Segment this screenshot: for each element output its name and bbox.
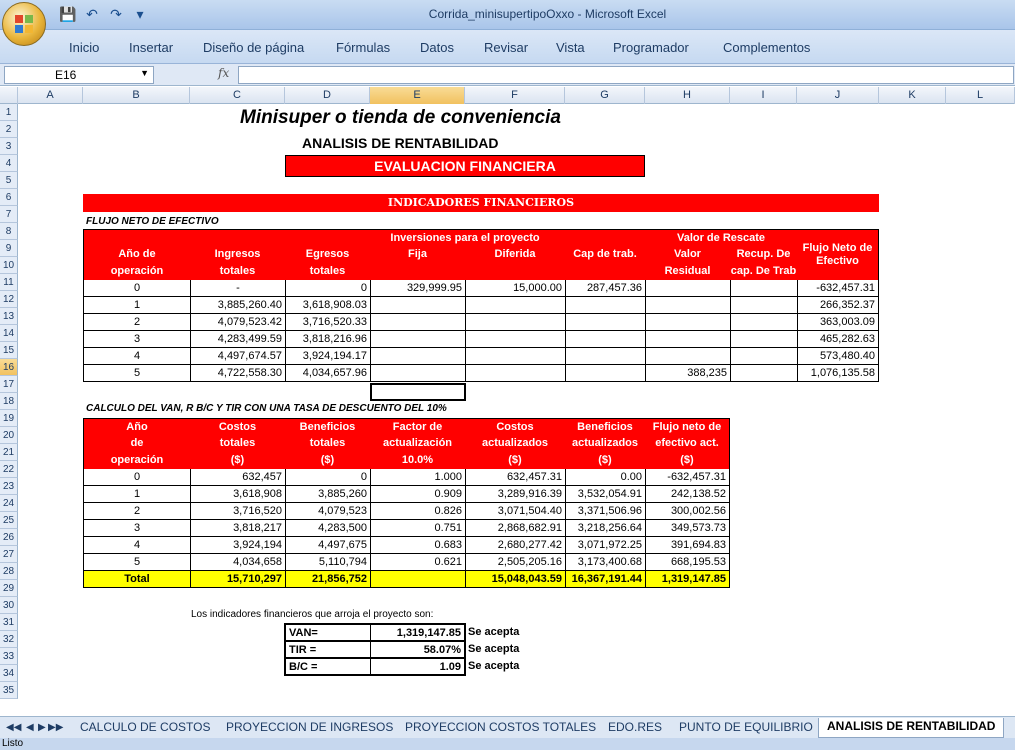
- table-cell[interactable]: 0: [83, 469, 190, 486]
- column-headers: [0, 87, 1015, 104]
- indicadores-banner: INDICADORES FINANCIEROS: [83, 194, 879, 212]
- row-header[interactable]: 11: [0, 274, 18, 291]
- table-cell[interactable]: [730, 280, 797, 297]
- table-cell[interactable]: 1: [83, 486, 190, 503]
- table-cell[interactable]: 0.621: [370, 554, 465, 571]
- table-cell[interactable]: 1: [83, 297, 190, 314]
- header-cell: ($): [565, 452, 645, 469]
- row-header[interactable]: 18: [0, 393, 18, 410]
- table-cell[interactable]: [370, 314, 465, 331]
- sheet-tab[interactable]: PUNTO DE EQUILIBRIO: [679, 720, 813, 734]
- flujo-heading: FLUJO NETO DE EFECTIVO: [86, 216, 219, 227]
- table-cell[interactable]: 4,283,499.59: [190, 331, 285, 348]
- table-cell[interactable]: 3,716,520.33: [285, 314, 370, 331]
- indicator-result: Se acepta: [468, 643, 520, 655]
- header-cell: operación: [83, 263, 190, 280]
- table-cell[interactable]: [465, 297, 565, 314]
- table-cell[interactable]: 1.000: [370, 469, 465, 486]
- header-cell: [370, 263, 465, 280]
- table-cell[interactable]: 465,282.63: [797, 331, 879, 348]
- header-cell: ($): [285, 452, 370, 469]
- table-cell[interactable]: [645, 280, 730, 297]
- header-cell: Ingresos: [190, 246, 285, 263]
- formula-bar: [0, 64, 1015, 86]
- tab-complementos[interactable]: Complementos: [723, 40, 811, 55]
- table-cell[interactable]: 4,283,500: [285, 520, 370, 537]
- row-header[interactable]: 14: [0, 325, 18, 342]
- table-cell[interactable]: 3,716,520: [190, 503, 285, 520]
- row-header[interactable]: 4: [0, 155, 18, 172]
- column-header[interactable]: E: [370, 87, 465, 104]
- table-cell[interactable]: 3,818,217: [190, 520, 285, 537]
- fx-icon[interactable]: fx: [218, 66, 230, 80]
- name-box[interactable]: [4, 66, 154, 84]
- office-button[interactable]: [2, 2, 46, 46]
- status-bar: [0, 738, 1015, 750]
- status-text: Listo: [2, 738, 24, 749]
- table-cell[interactable]: 4,034,657.96: [285, 365, 370, 382]
- header-cell: Beneficios: [565, 418, 645, 435]
- table-cell[interactable]: 266,352.37: [797, 297, 879, 314]
- row-header[interactable]: 8: [0, 223, 18, 240]
- row-header[interactable]: 19: [0, 410, 18, 427]
- table-cell[interactable]: 3,071,972.25: [565, 537, 645, 554]
- indicator-label: TIR =: [285, 641, 370, 658]
- table-cell[interactable]: 3,532,054.91: [565, 486, 645, 503]
- row-header[interactable]: 32: [0, 631, 18, 648]
- selected-cell[interactable]: [370, 383, 466, 401]
- indicator-value[interactable]: 58.07%: [370, 641, 465, 658]
- table-cell[interactable]: 4,079,523: [285, 503, 370, 520]
- table-cell[interactable]: [465, 314, 565, 331]
- table-cell[interactable]: [730, 348, 797, 365]
- row-header[interactable]: 21: [0, 444, 18, 461]
- column-header[interactable]: H: [645, 87, 730, 104]
- ribbon-tabs: [0, 30, 1015, 64]
- header-cell: [565, 263, 645, 280]
- table-cell[interactable]: 300,002.56: [645, 503, 730, 520]
- table-cell[interactable]: 1,076,135.58: [797, 365, 879, 382]
- sheet-tab-bar: [0, 716, 1015, 738]
- table-cell[interactable]: [730, 331, 797, 348]
- indicator-result: Se acepta: [468, 626, 520, 638]
- tab-insertar[interactable]: Insertar: [129, 40, 174, 55]
- table-cell[interactable]: [370, 331, 465, 348]
- table-cell[interactable]: 3,618,908: [190, 486, 285, 503]
- tab-formulas[interactable]: Fórmulas: [336, 40, 391, 55]
- header-cell: Año: [83, 418, 190, 435]
- save-icon[interactable]: 💾: [59, 5, 77, 22]
- header-cell: Recup. De: [730, 246, 797, 263]
- table-cell[interactable]: 329,999.95: [370, 280, 465, 297]
- table-cell[interactable]: 3,173,400.68: [565, 554, 645, 571]
- sheet-tab[interactable]: PROYECCION DE INGRESOS: [226, 720, 394, 734]
- header-cell: ($): [645, 452, 730, 469]
- row-header[interactable]: 7: [0, 206, 18, 223]
- table-cell[interactable]: 3,218,256.64: [565, 520, 645, 537]
- row-header[interactable]: 12: [0, 291, 18, 308]
- header-cell: actualizados: [465, 435, 565, 452]
- column-header[interactable]: B: [83, 87, 190, 104]
- select-all-corner[interactable]: [0, 87, 18, 104]
- row-header[interactable]: 24: [0, 495, 18, 512]
- table-cell[interactable]: 3,924,194.17: [285, 348, 370, 365]
- table-cell[interactable]: 0: [285, 469, 370, 486]
- sheet-tab[interactable]: CALCULO DE COSTOS: [80, 720, 211, 734]
- row-header[interactable]: 20: [0, 427, 18, 444]
- table-cell[interactable]: 632,457.31: [465, 469, 565, 486]
- header-cell: totales: [190, 263, 285, 280]
- row-header[interactable]: 17: [0, 376, 18, 393]
- total-cell[interactable]: Total: [83, 571, 190, 588]
- table-cell[interactable]: 4,079,523.42: [190, 314, 285, 331]
- table-cell[interactable]: 388,235: [645, 365, 730, 382]
- table-cell[interactable]: 2,505,205.16: [465, 554, 565, 571]
- row-header[interactable]: 25: [0, 512, 18, 529]
- table-cell[interactable]: 0.00: [565, 469, 645, 486]
- column-header[interactable]: K: [879, 87, 946, 104]
- worksheet-grid[interactable]: [18, 104, 1015, 716]
- sheet-title: Minisuper o tienda de conveniencia: [240, 107, 561, 128]
- table-cell[interactable]: 2,680,277.42: [465, 537, 565, 554]
- table-cell[interactable]: 5,110,794: [285, 554, 370, 571]
- indicators-caption: Los indicadores financieros que arroja el proyecto son:: [191, 609, 434, 620]
- column-header[interactable]: L: [946, 87, 1015, 104]
- row-header[interactable]: 35: [0, 682, 18, 699]
- table-cell[interactable]: 3,618,908.03: [285, 297, 370, 314]
- table-cell[interactable]: 3: [83, 520, 190, 537]
- table-cell[interactable]: 2,868,682.91: [465, 520, 565, 537]
- header-cell: 10.0%: [370, 452, 465, 469]
- header-cell: Diferida: [465, 246, 565, 263]
- header-cell: actualizados: [565, 435, 645, 452]
- row-header[interactable]: 10: [0, 257, 18, 274]
- row-header[interactable]: 1: [0, 104, 18, 121]
- header-cell: totales: [285, 435, 370, 452]
- table-cell[interactable]: 0: [285, 280, 370, 297]
- row-header[interactable]: 16: [0, 359, 18, 376]
- table-cell[interactable]: 573,480.40: [797, 348, 879, 365]
- sheet-tab-active[interactable]: ANALISIS DE RENTABILIDAD: [818, 718, 1004, 738]
- row-header[interactable]: 33: [0, 648, 18, 665]
- header-cell: ($): [465, 452, 565, 469]
- header-text: Flujo Neto de: [802, 242, 873, 254]
- header-cell: Año de: [83, 246, 190, 263]
- table-cell[interactable]: 0.683: [370, 537, 465, 554]
- last-sheet-icon[interactable]: ▶▶: [48, 722, 64, 733]
- table-cell[interactable]: [730, 365, 797, 382]
- prev-sheet-icon[interactable]: ◀: [26, 722, 34, 733]
- table-cell[interactable]: 3: [83, 331, 190, 348]
- table-cell[interactable]: 391,694.83: [645, 537, 730, 554]
- row-header[interactable]: 26: [0, 529, 18, 546]
- indicator-label: VAN=: [285, 624, 370, 641]
- total-cell[interactable]: 15,710,297: [190, 571, 285, 588]
- table-cell[interactable]: 15,000.00: [465, 280, 565, 297]
- header-cell: Egresos: [285, 246, 370, 263]
- total-cell[interactable]: 16,367,191.44: [565, 571, 645, 588]
- next-sheet-icon[interactable]: ▶: [38, 722, 46, 733]
- calculo-heading: CALCULO DEL VAN, R B/C Y TIR CON UNA TASA DE DESCUENTO DEL 10%: [86, 403, 447, 414]
- undo-icon[interactable]: ↶: [86, 5, 98, 22]
- indicator-value[interactable]: 1,319,147.85: [370, 624, 465, 641]
- header-cell: Flujo neto de: [645, 418, 730, 435]
- sheet-tab[interactable]: EDO.RES: [608, 720, 663, 734]
- table-cell[interactable]: 4: [83, 537, 190, 554]
- table-cell[interactable]: -632,457.31: [645, 469, 730, 486]
- table-cell[interactable]: [730, 314, 797, 331]
- table-cell[interactable]: -632,457.31: [797, 280, 879, 297]
- table-cell[interactable]: 3,289,916.39: [465, 486, 565, 503]
- table-cell[interactable]: 0.909: [370, 486, 465, 503]
- table-cell[interactable]: [465, 331, 565, 348]
- tab-datos[interactable]: Datos: [420, 40, 454, 55]
- table-cell[interactable]: 4,497,675: [285, 537, 370, 554]
- row-header[interactable]: 29: [0, 580, 18, 597]
- row-header[interactable]: 27: [0, 546, 18, 563]
- sheet-tab[interactable]: PROYECCION COSTOS TOTALES: [405, 720, 597, 734]
- column-header[interactable]: D: [285, 87, 370, 104]
- table-cell[interactable]: 4,034,658: [190, 554, 285, 571]
- tab-inicio[interactable]: Inicio: [69, 40, 100, 55]
- chevron-down-icon[interactable]: ▼: [140, 68, 149, 78]
- total-cell[interactable]: 21,856,752: [285, 571, 370, 588]
- table-cell[interactable]: 363,003.09: [797, 314, 879, 331]
- table-cell[interactable]: 242,138.52: [645, 486, 730, 503]
- header-cell: ($): [190, 452, 285, 469]
- total-cell[interactable]: [370, 571, 465, 588]
- header-cell: [465, 263, 565, 280]
- table-cell[interactable]: [565, 314, 645, 331]
- table-cell[interactable]: [565, 348, 645, 365]
- row-header[interactable]: 22: [0, 461, 18, 478]
- window-title: Corrida_minisupertipoOxxo - Microsoft Excel: [428, 7, 667, 21]
- table-cell[interactable]: [645, 331, 730, 348]
- name-box-value: E16: [55, 68, 77, 82]
- header-cell: Beneficios: [285, 418, 370, 435]
- row-header[interactable]: 6: [0, 189, 18, 206]
- header-cell: Cap de trab.: [565, 246, 645, 263]
- header-rescate: Valor de Rescate: [645, 229, 797, 246]
- table-cell[interactable]: 3,371,506.96: [565, 503, 645, 520]
- indicator-value[interactable]: 1.09: [370, 658, 465, 675]
- indicator-label: B/C =: [285, 658, 370, 675]
- table-cell[interactable]: 2: [83, 314, 190, 331]
- column-header[interactable]: I: [730, 87, 797, 104]
- table-cell[interactable]: 0.751: [370, 520, 465, 537]
- header-cell: Costos: [465, 418, 565, 435]
- table-cell[interactable]: 3,885,260: [285, 486, 370, 503]
- table-cell[interactable]: [565, 331, 645, 348]
- tab-vista[interactable]: Vista: [556, 40, 585, 55]
- table-cell[interactable]: 3,818,216.96: [285, 331, 370, 348]
- total-cell[interactable]: 1,319,147.85: [645, 571, 730, 588]
- table-cell[interactable]: 349,573.73: [645, 520, 730, 537]
- tab-revisar[interactable]: Revisar: [484, 40, 529, 55]
- header-text: Efectivo: [816, 255, 859, 267]
- first-sheet-icon[interactable]: ◀◀: [6, 722, 22, 733]
- table-cell[interactable]: -: [190, 280, 285, 297]
- table-cell[interactable]: [465, 365, 565, 382]
- customize-toolbar-icon[interactable]: ▾: [136, 5, 144, 22]
- row-header[interactable]: 30: [0, 597, 18, 614]
- row-header[interactable]: 9: [0, 240, 18, 257]
- table-cell[interactable]: 668,195.53: [645, 554, 730, 571]
- column-header[interactable]: J: [797, 87, 879, 104]
- row-header[interactable]: 28: [0, 563, 18, 580]
- table-cell[interactable]: [645, 297, 730, 314]
- table-cell[interactable]: 5: [83, 554, 190, 571]
- header-cell: Fija: [370, 246, 465, 263]
- header-cell: totales: [285, 263, 370, 280]
- column-header[interactable]: F: [465, 87, 565, 104]
- header-cell: Costos: [190, 418, 285, 435]
- row-header[interactable]: 13: [0, 308, 18, 325]
- row-header[interactable]: 15: [0, 342, 18, 359]
- row-header[interactable]: 3: [0, 138, 18, 155]
- table-cell[interactable]: [370, 365, 465, 382]
- column-header[interactable]: C: [190, 87, 285, 104]
- title-bar: [0, 0, 1015, 30]
- table-cell[interactable]: 2: [83, 503, 190, 520]
- table-cell[interactable]: [730, 297, 797, 314]
- table-cell[interactable]: 287,457.36: [565, 280, 645, 297]
- table-cell[interactable]: 5: [83, 365, 190, 382]
- header-cell: Valor: [645, 246, 730, 263]
- total-cell[interactable]: 15,048,043.59: [465, 571, 565, 588]
- tab-programador[interactable]: Programador: [613, 40, 689, 55]
- formula-input[interactable]: [238, 66, 1014, 84]
- header-cell: [83, 229, 190, 246]
- table-cell[interactable]: 632,457: [190, 469, 285, 486]
- row-header[interactable]: 5: [0, 172, 18, 189]
- table-cell[interactable]: [645, 314, 730, 331]
- table-cell[interactable]: 4,722,558.30: [190, 365, 285, 382]
- office-logo-icon: [14, 14, 34, 34]
- evaluation-banner: EVALUACION FINANCIERA: [285, 155, 645, 177]
- table-cell[interactable]: 3,071,504.40: [465, 503, 565, 520]
- header-cell: Factor de: [370, 418, 465, 435]
- tab-diseno-pagina[interactable]: Diseño de página: [203, 40, 305, 55]
- header-cell: Residual: [645, 263, 730, 280]
- table-cell[interactable]: [370, 297, 465, 314]
- row-header[interactable]: 23: [0, 478, 18, 495]
- header-cell: cap. De Trab: [730, 263, 797, 280]
- header-cell: actualización: [370, 435, 465, 452]
- header-cell: operación: [83, 452, 190, 469]
- column-header[interactable]: A: [18, 87, 83, 104]
- header-cell: totales: [190, 435, 285, 452]
- table-cell[interactable]: [565, 297, 645, 314]
- table-cell[interactable]: 0.826: [370, 503, 465, 520]
- indicator-result: Se acepta: [468, 660, 520, 672]
- header-cell: [190, 229, 285, 246]
- table-cell[interactable]: [465, 348, 565, 365]
- table-cell[interactable]: 3,924,194: [190, 537, 285, 554]
- analysis-subtitle: ANALISIS DE RENTABILIDAD: [302, 135, 499, 151]
- table-cell[interactable]: [565, 365, 645, 382]
- row-header[interactable]: 2: [0, 121, 18, 138]
- table-cell[interactable]: 0: [83, 280, 190, 297]
- table-cell[interactable]: 3,885,260.40: [190, 297, 285, 314]
- header-inversiones: Inversiones para el proyecto: [285, 229, 645, 246]
- table-cell[interactable]: [645, 348, 730, 365]
- column-header[interactable]: G: [565, 87, 645, 104]
- table-cell[interactable]: 4,497,674.57: [190, 348, 285, 365]
- header-flujo: [797, 229, 879, 280]
- table-cell[interactable]: [370, 348, 465, 365]
- row-header[interactable]: 34: [0, 665, 18, 682]
- row-header[interactable]: 31: [0, 614, 18, 631]
- header-cell: de: [83, 435, 190, 452]
- header-cell: efectivo act.: [645, 435, 730, 452]
- redo-icon[interactable]: ↷: [110, 5, 122, 22]
- table-cell[interactable]: 4: [83, 348, 190, 365]
